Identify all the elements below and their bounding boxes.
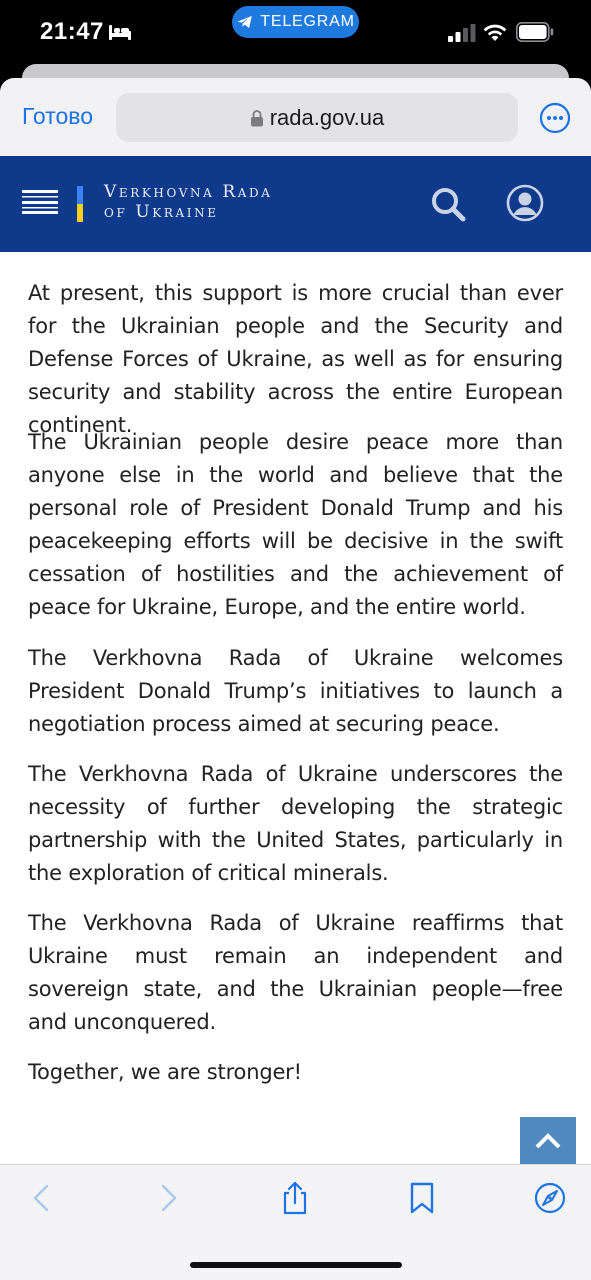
forward-icon[interactable]	[150, 1180, 186, 1216]
back-to-top-button[interactable]	[520, 1117, 576, 1165]
site-logo[interactable]	[104, 182, 273, 222]
flag-blue-stripe	[77, 186, 83, 204]
telegram-return-pill[interactable]	[232, 6, 359, 38]
home-indicator[interactable]	[190, 1262, 402, 1268]
logo-line-1: Verkhovna Rada	[104, 182, 273, 202]
hamburger-icon[interactable]	[22, 187, 58, 215]
bed-icon	[108, 23, 132, 41]
url-bar[interactable]	[116, 93, 518, 142]
article-paragraph: The Verkhovna Rada of Ukraine reaffirms that Ukraine must remain an independent and sovereign state, and the Ukrainian people—free and unconquered.	[28, 911, 563, 1034]
share-icon[interactable]	[277, 1180, 313, 1216]
telegram-pill-label: TELEGRAM	[260, 13, 355, 30]
url-text: rada.gov.ua	[269, 104, 385, 130]
article-paragraph: The Verkhovna Rada of Ukraine underscores the necessity of further developing the strategic partnership with the United States, particularly in the exploration of critical minerals.	[28, 762, 563, 885]
user-icon[interactable]	[506, 184, 544, 222]
more-icon[interactable]	[539, 102, 571, 134]
status-bar	[0, 0, 591, 66]
signal-icon	[448, 24, 476, 42]
article-paragraph: Together, we are stronger!	[28, 1060, 302, 1084]
article-paragraph: The Verkhovna Rada of Ukraine welcomes President Donald Trump’s initiatives to launch a negotiation process aimed at securing peace.	[28, 646, 563, 736]
telegram-icon	[236, 13, 254, 31]
in-app-browser-header	[0, 78, 591, 156]
back-icon[interactable]	[24, 1180, 60, 1216]
bookmarks-icon[interactable]	[404, 1180, 440, 1216]
article-paragraph: At present, this support is more crucial than ever for the Ukrainian people and the Security and Defense Forces of Ukraine, as well as for ensuring security and stability across the entire European continent.	[28, 281, 563, 437]
chevron-up-icon	[534, 1131, 562, 1151]
article-paragraph: The Ukrainian people desire peace more than anyone else in the world and believe that the personal role of President Donald Trump and his peacekeeping efforts will be decisive in the swift cessation of hostilities and the achievement of peace for Ukraine, Europe, and the entire world.	[28, 430, 563, 619]
lock-icon	[250, 109, 264, 127]
battery-icon	[516, 22, 554, 42]
flag-yellow-stripe	[77, 204, 83, 222]
status-time: 21:47	[40, 18, 104, 45]
article-content	[0, 252, 591, 1164]
safari-compass-icon[interactable]	[532, 1180, 568, 1216]
logo-line-2: of Ukraine	[104, 202, 219, 222]
search-icon[interactable]	[430, 186, 466, 222]
site-header	[0, 156, 591, 252]
done-button[interactable]: Готово	[22, 103, 94, 129]
ukraine-flag-mark	[77, 186, 83, 222]
wifi-icon	[482, 22, 508, 42]
